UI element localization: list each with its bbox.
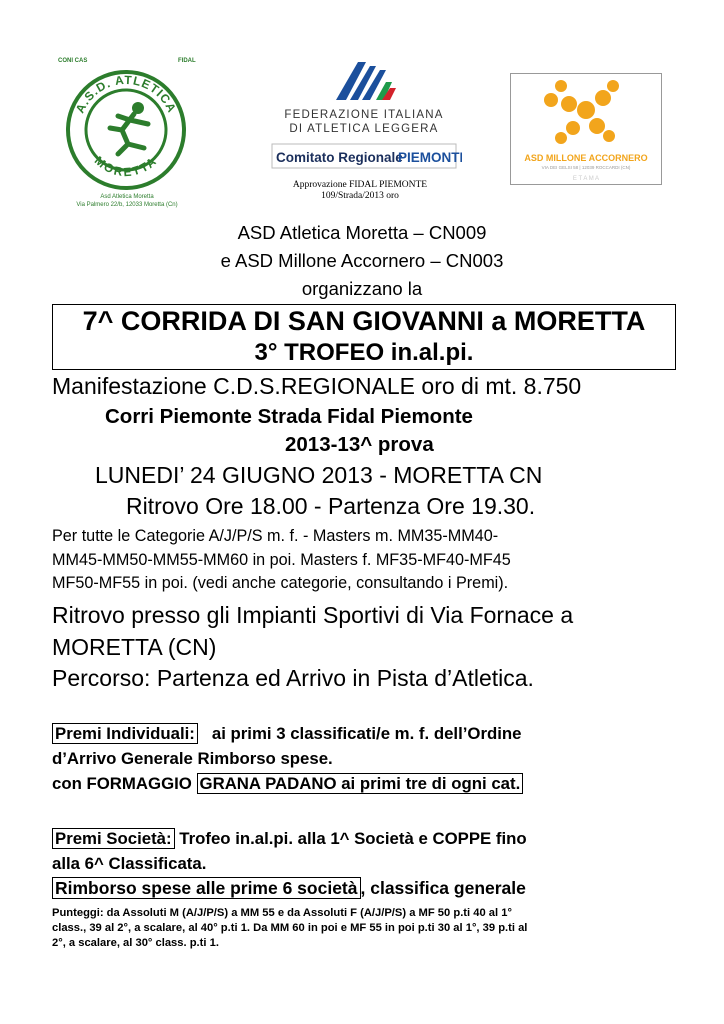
- event-date: LUNEDI’ 24 GIUGNO 2013 - MORETTA CN: [95, 462, 543, 488]
- scoring-line: Punteggi: da Assoluti M (A/J/P/S) a MM 55 e da Assoluti F (A/J/P/S) a MF 50 p.ti 40 al 1°: [52, 907, 512, 919]
- individual-prizes-text: ai primi 3 classificati/e m. f. dell’Ordine: [197, 724, 522, 743]
- manifestazione-line: Manifestazione C.D.S.REGIONALE oro di mt. 8.750: [52, 373, 582, 399]
- fidal-comitato: Comitato Regionale: [276, 150, 403, 165]
- categories-paragraph: [52, 525, 511, 596]
- team-prizes-line2: alla 6^ Classificata.: [52, 854, 207, 873]
- team-prizes-text: Trofeo in.al.pi. alla 1^ Società e COPPE fino: [174, 829, 527, 848]
- ring-bottom-text: MORETTA: [91, 153, 161, 180]
- fidal-line2: DI ATLETICA LEGGERA: [289, 123, 439, 135]
- approval-line2: 109/Strada/2013 oro: [321, 191, 399, 201]
- categories-line: MF50-MF55 in poi. (vedi anche categorie, consultando i Premi).: [52, 574, 509, 592]
- individual-prizes-line2: d’Arrivo Generale Rimborso spese.: [52, 749, 333, 768]
- svg-text:A.S.D. ATLETICA: [73, 73, 180, 115]
- coni-cas-label: CONI CAS: [58, 58, 88, 64]
- fidal-region: PIEMONTE: [398, 150, 462, 165]
- corri-piemonte-line: Corri Piemonte Strada Fidal Piemonte: [105, 405, 473, 428]
- individual-prizes: [52, 721, 523, 796]
- team-prizes-label: Premi Società:: [52, 828, 175, 849]
- fidal-piemonte-logo: [266, 60, 462, 172]
- categories-line: MM45-MM50-MM55-MM60 in poi. Masters f. MF35-MF40-MF45: [52, 550, 511, 569]
- scoring-line: 2°, a scalare, al 30° class. p.ti 1.: [52, 937, 219, 950]
- scoring-paragraph: [52, 906, 682, 952]
- millone-emblem: [511, 74, 661, 184]
- organizer-line3: organizzano la: [301, 278, 423, 299]
- approval-line1: Approvazione FIDAL PIEMONTE: [292, 180, 428, 190]
- moretta-address: Via Palmero 22/b, 12033 Moretta (Cn): [76, 202, 178, 208]
- formaggio-text: con FORMAGGIO: [52, 774, 197, 793]
- prova-line: 2013-13^ prova: [285, 433, 434, 456]
- event-subtitle: 3° TROFEO in.al.pi.: [254, 339, 474, 366]
- venue-line: Ritrovo presso gli Impianti Sportivi di Via Fornace a: [52, 602, 574, 628]
- rimborso-box: Rimborso spese alle prime 6 società: [52, 877, 361, 899]
- millone-accornero-logo: [510, 73, 662, 185]
- categories-line: Per tutte le Categorie A/J/P/S m. f. - Masters m. MM35-MM40-: [52, 527, 499, 545]
- rimborso-rest: , classifica generale: [360, 878, 526, 898]
- venue-paragraph: [52, 600, 573, 695]
- moretta-name: Asd Atletica Moretta: [100, 194, 154, 200]
- event-times: Ritrovo Ore 18.00 - Partenza Ore 19.30.: [126, 493, 536, 519]
- organizer-line2: e ASD Millone Accornero – CN003: [220, 250, 504, 271]
- course-line: Percorso: Partenza ed Arrivo in Pista d’Atletica.: [52, 665, 534, 691]
- ring-top-text: A.S.D. ATLETICA: [72, 72, 180, 116]
- scoring-line: class., 39 al 2°, a scalare, al 40° p.ti 1. Da MM 60 in poi e MF 55 in poi p.ti 30 al 1°, 39 p.ti al: [52, 922, 528, 935]
- millone-address: VIA DEI GELSI 58 | 12039 ROCCARDI (CN): [541, 165, 631, 170]
- fidal-small-label: FIDAL: [178, 58, 196, 64]
- team-prizes: [52, 826, 527, 901]
- fidal-line1: FEDERAZIONE ITALIANA: [284, 109, 444, 121]
- grana-padano-box: GRANA PADANO ai primi tre di ogni cat.: [197, 773, 524, 794]
- venue-line: MORETTA (CN): [52, 633, 217, 660]
- moretta-runner-emblem: [64, 68, 188, 192]
- event-title: 7^ CORRIDA DI SAN GIOVANNI a MORETTA: [82, 306, 646, 336]
- millone-name: ASD MILLONE ACCORNERO: [524, 153, 648, 163]
- approval-note: [230, 180, 490, 202]
- organizer-line1: ASD Atletica Moretta – CN009: [237, 222, 487, 243]
- fidal-emblem: [266, 60, 462, 172]
- millone-letters: E T A M A: [572, 176, 600, 182]
- svg-text:MORETTA: [92, 153, 160, 179]
- individual-prizes-label: Premi Individuali:: [52, 723, 198, 744]
- atletica-moretta-logo: [52, 56, 202, 206]
